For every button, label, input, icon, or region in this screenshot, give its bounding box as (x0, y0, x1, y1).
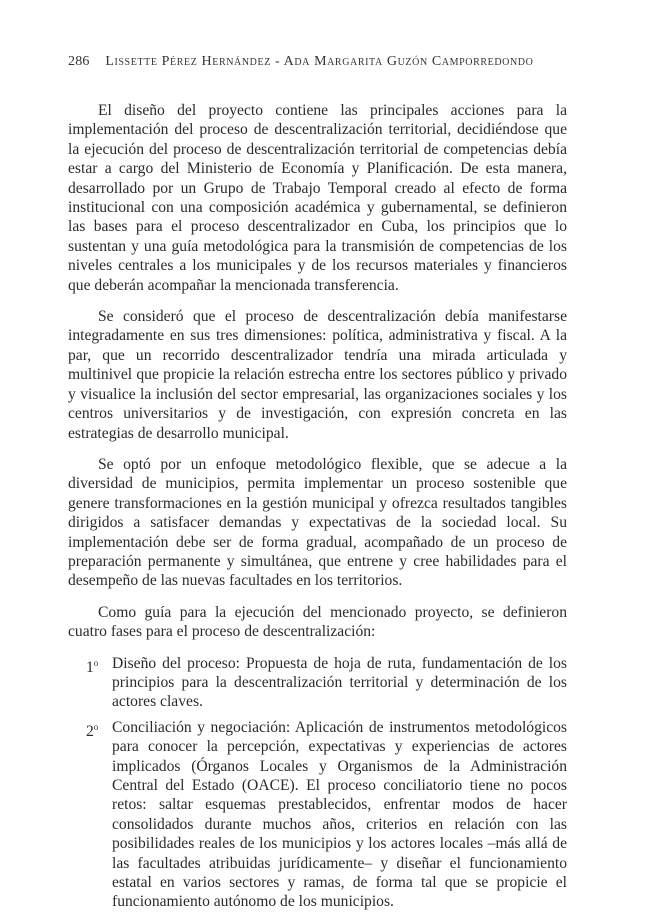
phase-text: Conciliación y negociación: Aplicación de instrumentos metodológicos para conocer la percepción, expectativas y experiencias de actores implicados (Órganos Locales y Organismos de la Administración Central del Estado (OACE). El proceso conciliatorio tiene no pocos retos: saltar esquemas prestablecidos, enfrentar modos de hacer consolidados durante muchos años, criterios en relación con las posibilidades reales de los municipios y los actores locales –más allá de las facultades atribuidas jurídicamente– y diseñar el funcionamiento estatal en varios sectores y ramas, de forma tal que se propicie el funcionamiento autónomo de los municipios. (112, 718, 567, 911)
paragraph-methodology: Se optó por un enfoque metodológico flexible, que se adecue a la diversidad de municipios, permita implementar un proceso sostenible que genere transformaciones en la gestión municipal y ofrezca resultados tangibles dirigidos a satisfacer demandas y expectativas de la sociedad local. Su implementación debe ser de forma gradual, acompañado de un proceso de preparación permanente y simultánea, que entrene y cree habilidades para el desempeño de las nuevas facultades en los territorios. (68, 455, 567, 590)
running-header (68, 54, 533, 70)
phase-item (68, 718, 567, 912)
phase-item (68, 654, 567, 712)
paragraph-project-design: El diseño del proyecto contiene las principales acciones para la implementación del proceso de descentralización territorial, decidiéndose que la ejecución del proceso de descentralización territorial de competencias debía estar a cargo del Ministerio de Economía y Planificación. De esta manera, desarrollado por un Grupo de Trabajo Temporal creado al efecto de forma institucional con una composición académica y gubernamental, se definieron las bases para el proceso descentralizador en Cuba, los principios que lo sustentan y una guía metodológica para la transmisión de competencias de los niveles centrales a los municipales y de los recursos materiales y financieros que deberán acompañar la mencionada transferencia. (68, 102, 567, 294)
paragraph-dimensions: Se consideró que el proceso de descentralización debía manifestarse integradamente en sus tres dimensiones: política, administrativa y fiscal. A la par, que un recorrido descentralizador tendría una mirada articulada y multinivel que propicie la relación estrecha entre los sectores público y privado y visualice la inclusión del sector empresarial, las organizaciones sociales y los centros universitarios y de investigación, con expresión concreta en las estrategias de desarrollo municipal. (68, 308, 567, 442)
page-number: 286 (68, 54, 90, 69)
phase-number-digit: 1 (86, 658, 94, 676)
running-header-authors: Lissette Pérez Hernández - Ada Margarita Guzón Camporredondo (105, 54, 534, 69)
phase-text: Diseño del proceso: Propuesta de hoja de ruta, fundamentación de los principios para la descentralización territorial y determinación de los actores claves. (112, 654, 567, 711)
paragraph-phases-intro: Como guía para la ejecución del mencionado proyecto, se definieron cuatro fases para el proceso de descentralización: (68, 603, 567, 641)
phase-number-digit: 2 (86, 722, 94, 740)
phase-number (86, 718, 112, 912)
phase-number-ordinal: o (93, 657, 99, 668)
phases-list (68, 654, 567, 912)
body-text (68, 101, 567, 918)
phase-number-ordinal: o (93, 721, 99, 732)
phase-number (86, 654, 112, 712)
